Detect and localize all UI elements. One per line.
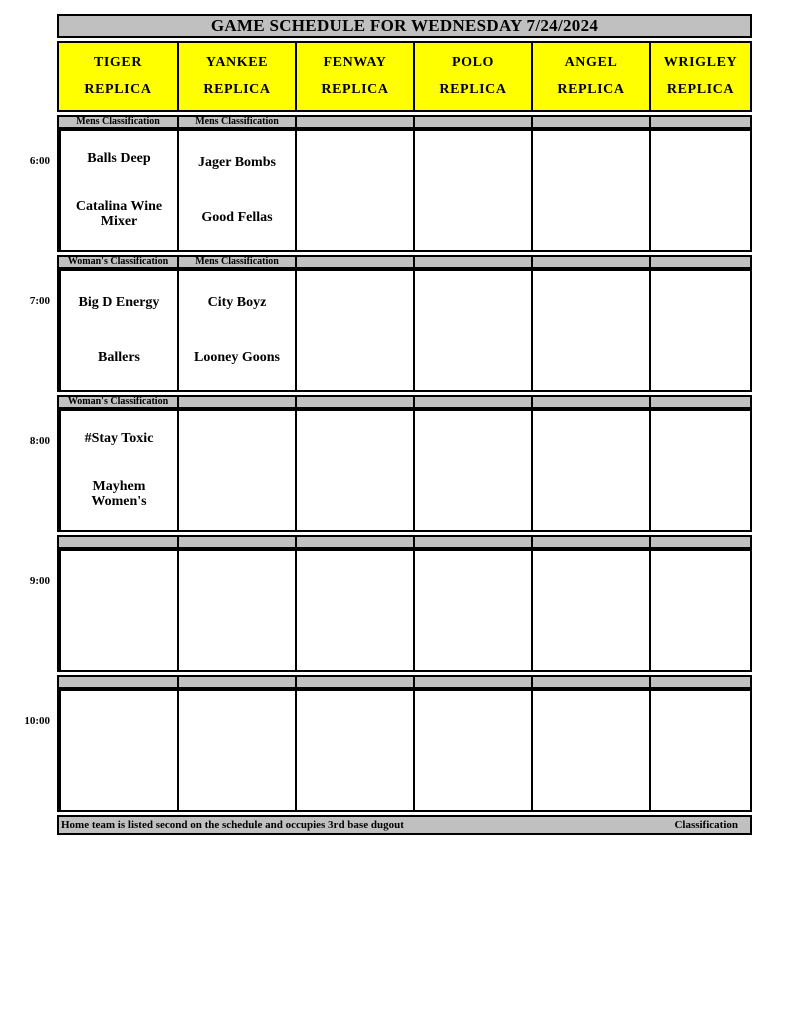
classification-cell [177, 537, 295, 547]
column-sub: REPLICA [666, 81, 735, 97]
home-team: Ballers [98, 350, 140, 366]
column-header-wrigley [649, 43, 750, 110]
game-cell [295, 411, 413, 530]
classification-cell [531, 257, 649, 267]
schedule-title: GAME SCHEDULE FOR WEDNESDAY 7/24/2024 [57, 14, 752, 38]
classification-row [57, 115, 752, 129]
game-cell [59, 551, 177, 670]
game-cell [649, 131, 750, 250]
classification-cell: Mens Classification [177, 117, 295, 127]
classification-row [57, 255, 752, 269]
classification-cell [531, 537, 649, 547]
game-cell [59, 691, 177, 810]
classification-cell [59, 677, 177, 687]
footer-bar [57, 815, 752, 835]
time-label: 8:00 [29, 435, 50, 447]
game-row [29, 409, 752, 532]
game-cell [531, 411, 649, 530]
classification-cell [649, 677, 750, 687]
column-name: ANGEL [564, 55, 618, 71]
column-name: TIGER [93, 55, 143, 71]
classification-cell [413, 677, 531, 687]
footer-note: Home team is listed second on the schedule and occupies 3rd base dugout [61, 819, 404, 831]
column-name: POLO [451, 55, 495, 71]
classification-cell [413, 117, 531, 127]
classification-cell [649, 397, 750, 407]
classification-row [57, 395, 752, 409]
game-cell [413, 691, 531, 810]
column-header-yankee [177, 43, 295, 110]
game-cell [531, 551, 649, 670]
game-cell [649, 551, 750, 670]
home-team: Mayhem Women's [91, 478, 147, 510]
classification-cell [649, 117, 750, 127]
game-cell [649, 411, 750, 530]
visitor-team: #Stay Toxic [84, 430, 154, 446]
game-cell [413, 131, 531, 250]
game-cell [177, 411, 295, 530]
column-header-row [57, 41, 752, 112]
classification-cell [413, 537, 531, 547]
time-label: 9:00 [29, 575, 50, 587]
visitor-team: Jager Bombs [198, 154, 276, 170]
game-cell [59, 411, 177, 530]
column-sub: REPLICA [439, 81, 507, 97]
classification-cell [295, 537, 413, 547]
game-cell [177, 271, 295, 390]
column-name: YANKEE [205, 55, 269, 71]
visitor-team: Balls Deep [87, 150, 151, 166]
game-cell [531, 131, 649, 250]
home-team: Catalina Wine Mixer [75, 198, 163, 230]
game-row [29, 549, 752, 672]
schedule-table [24, 14, 752, 835]
game-cell [531, 691, 649, 810]
classification-cell [531, 677, 649, 687]
game-cell [295, 691, 413, 810]
column-sub: REPLICA [557, 81, 625, 97]
time-label: 7:00 [29, 295, 50, 307]
time-label: 6:00 [29, 155, 50, 167]
game-cell [177, 551, 295, 670]
column-sub: REPLICA [321, 81, 389, 97]
game-cell [531, 271, 649, 390]
classification-cell [295, 677, 413, 687]
home-team: Good Fellas [201, 210, 273, 226]
game-cell [649, 271, 750, 390]
classification-cell [531, 397, 649, 407]
game-cell [413, 271, 531, 390]
classification-cell [649, 537, 750, 547]
classification-cell: Mens Classification [177, 257, 295, 267]
classification-cell [177, 677, 295, 687]
column-header-fenway [295, 43, 413, 110]
classification-cell [531, 117, 649, 127]
time-label: 10:00 [24, 715, 50, 727]
classification-cell [295, 257, 413, 267]
home-team: Looney Goons [194, 350, 280, 366]
classification-cell [295, 117, 413, 127]
classification-label: Classification [674, 819, 738, 831]
visitor-team: City Boyz [207, 294, 267, 310]
game-row [29, 129, 752, 252]
game-cell [59, 131, 177, 250]
game-cell [295, 271, 413, 390]
game-cell [177, 131, 295, 250]
visitor-team: Big D Energy [78, 294, 160, 310]
game-row [24, 689, 752, 812]
classification-row [57, 535, 752, 549]
game-cell [59, 271, 177, 390]
classification-cell [649, 257, 750, 267]
column-header-tiger [59, 43, 177, 110]
game-row [29, 269, 752, 392]
classification-cell: Woman's Classification [67, 397, 169, 407]
game-cell [177, 691, 295, 810]
classification-cell [413, 397, 531, 407]
classification-cell [413, 257, 531, 267]
classification-cell [177, 397, 295, 407]
game-cell [295, 551, 413, 670]
classification-cell [295, 397, 413, 407]
classification-row [57, 675, 752, 689]
game-cell [413, 551, 531, 670]
classification-cell [59, 537, 177, 547]
game-cell [413, 411, 531, 530]
game-cell [649, 691, 750, 810]
column-sub: REPLICA [84, 81, 152, 97]
column-header-polo [413, 43, 531, 110]
game-cell [295, 131, 413, 250]
classification-cell: Mens Classification [76, 117, 160, 127]
column-sub: REPLICA [203, 81, 271, 97]
column-name: WRIGLEY [663, 55, 738, 71]
column-name: FENWAY [323, 55, 387, 71]
classification-cell: Woman's Classification [67, 257, 169, 267]
column-header-angel [531, 43, 649, 110]
